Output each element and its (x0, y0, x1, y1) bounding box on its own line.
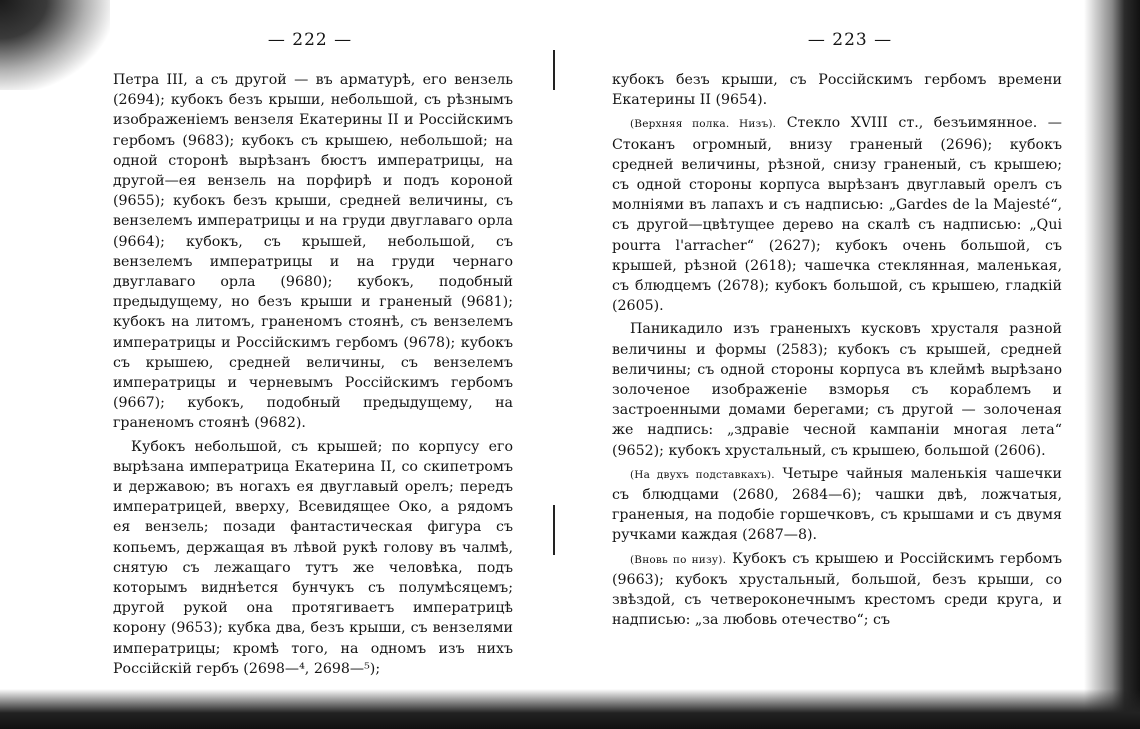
right-page (560, 0, 1140, 729)
paragraph: Паникадило изъ граненыхъ кусковъ хрусталя разной величины и формы (2583); кубокъ съ крышей, средней величины; съ одной стороны корпуса въ клеймѣ вырѣзано золоченое изображеніе взморья съ кораблемъ и застроенными домами берегами; съ другой — золоченая же надпись: „здравіе чесной кампаніи многая лета“ (9652); кубокъ хрустальный, съ крышею, большой (2606). (612, 321, 1062, 459)
left-page (0, 0, 560, 729)
paragraph-text: Четыре чайныя маленькія чашечки съ блюдцами (2680, 2684—6); чашки двѣ, ложчатыя, граненыя, на подобіе горшечковъ, съ крышами и съ двумя ручками каждая (2687—8). (612, 465, 1063, 544)
text-column (612, 70, 1062, 630)
paragraph-text: Кубокъ съ крышею и Россійскимъ гербомъ (9663); кубокъ хрустальный, большой, безъ крыши, со звѣздой, съ четвероконечнымъ крестомъ среди круга, и надписью: „за любовь отечество“; съ (612, 550, 1062, 629)
section-label: (На двухъ подставкахъ). (630, 468, 775, 481)
paragraph (612, 113, 1062, 316)
paragraph (612, 464, 1062, 546)
section-label: (Верхняя полка. Низъ). (630, 118, 777, 131)
paragraph: кубокъ безъ крыши, съ Россійскимъ гербомъ времени Екатерины II (9654). (612, 72, 1062, 109)
text-column (113, 70, 513, 679)
paragraph: Петра III, а съ другой — въ арматурѣ, его вензель (2694); кубокъ безъ крыши, небольшой, съ рѣзнымъ изображеніемъ вензеля Екатерины II и Россійскимъ гербомъ (9683); кубокъ съ крышею, небольшой; на одной сторонѣ вырѣзанъ бюстъ императрицы, на другой—ея вензель на порфирѣ и подъ короной (9655); кубокъ безъ крыши, средней величины, съ вензелемъ императрицы и на груди двуглаваго орла (9664); кубокъ, съ крышей, небольшой, съ вензелемъ императрицы и на груди чернаго двуглаваго орла (9680); кубокъ, подобный предыдущему, но безъ крыши и граненый (9681); кубокъ на литомъ, граненомъ стоянѣ, съ вензелемъ императрицы и Россійскимъ гербомъ (9678); кубокъ съ крышею, средней величины, съ вензелемъ императрицы и черневымъ Россійскимъ гербомъ (9667); кубокъ, подобный предыдущему, на граненомъ стоянѣ (9682). (113, 72, 513, 432)
paragraph (612, 549, 1062, 631)
section-label: (Вновь по низу). (630, 553, 727, 566)
page-number: — 222 — (267, 30, 353, 50)
paragraph: Кубокъ небольшой, съ крышей; по корпусу его вырѣзана императрица Екатерина II, со скипетромъ и державою; въ ногахъ ея двуглавый орелъ; передъ императрицей, вверху, Всевидящее Око, а рядомъ ея вензель; позади фантастическая фигура съ копьемъ, держащая въ лѣвой рукѣ голову въ чалмѣ, снятую съ лежащаго тутъ же человѣка, подъ которымъ виднѣется бунчукъ съ полумѣсяцемъ; другой рукой она протягиваетъ императрицѣ корону (9653); кубка два, безъ крыши, съ вензелями императрицы; кромѣ того, на одномъ изъ нихъ Россійскій гербъ (2698—⁴, 2698—⁵); (113, 438, 513, 677)
paragraph-text: Стекло XVIII ст., безъимянное. —Стоканъ огромный, внизу граненый (2696); кубокъ средней величины, рѣзной, снизу граненый, съ крышею; съ одной стороны корпуса вырѣзанъ двуглавый орелъ съ молніями въ лапахъ и съ надписью: „Gardes de la Majesté“, съ другой—цвѣтущее дерево на скалѣ съ надписью: „Qui pourra l'arracher“ (2627); кубокъ очень большой, съ крышей, рѣзной (2618); чашечка стеклянная, маленькая, съ блюдцемъ (2678); кубокъ большой, съ крышею, гладкій (2605). (612, 115, 1062, 315)
page-number: — 223 — (807, 30, 893, 50)
